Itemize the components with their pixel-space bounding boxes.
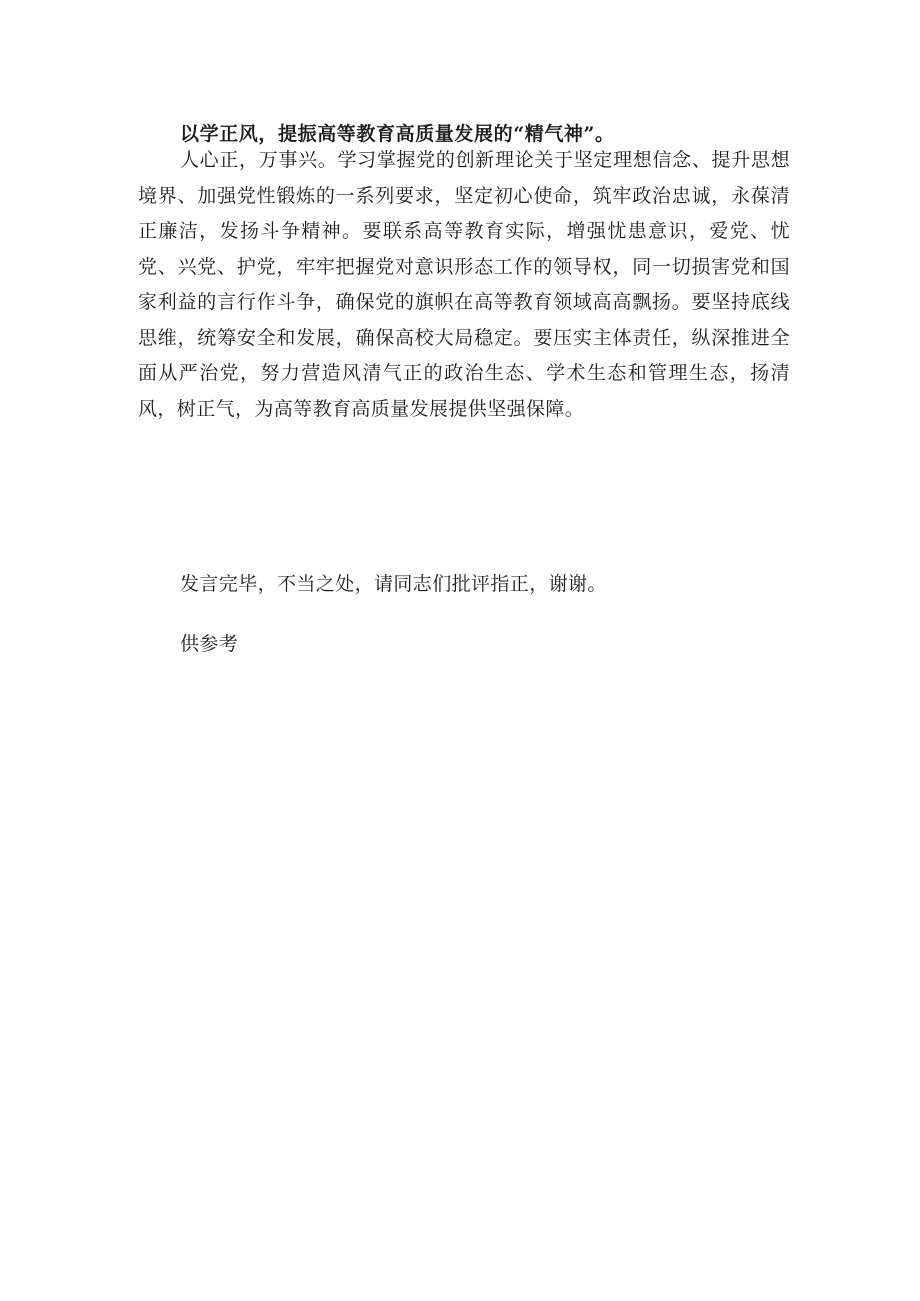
body-paragraph: 人心正，万事兴。学习掌握党的创新理论关于坚定理想信念、提升思想境界、加强党性锻炼的一系列要求，坚定初心使命，筑牢政治忠诚，永葆清正廉洁，发扬斗争精神。要联系高等教育实际，增强忧患意识，爱党、忧党、兴党、护党，牢牢把握党对意识形态工作的领导权，同一切损害党和国家利益的言行作斗争，确保党的旗帜在高等教育领域高高飘扬。要坚持底线思维，统筹安全和发展，确保高校大局稳定。要压实主体责任，纵深推进全面从严治党，努力营造风清气正的政治生态、学术生态和管理生态，扬清风，树正气，为高等教育高质量发展提供坚强保障。: [138, 149, 790, 420]
reference-note: 供参考: [180, 633, 239, 655]
closing-paragraph: 发言完毕，不当之处，请同志们批评指正，谢谢。: [180, 573, 607, 595]
section-heading: 以学正风，提振高等教育高质量发展的“精气神”。: [180, 123, 615, 145]
